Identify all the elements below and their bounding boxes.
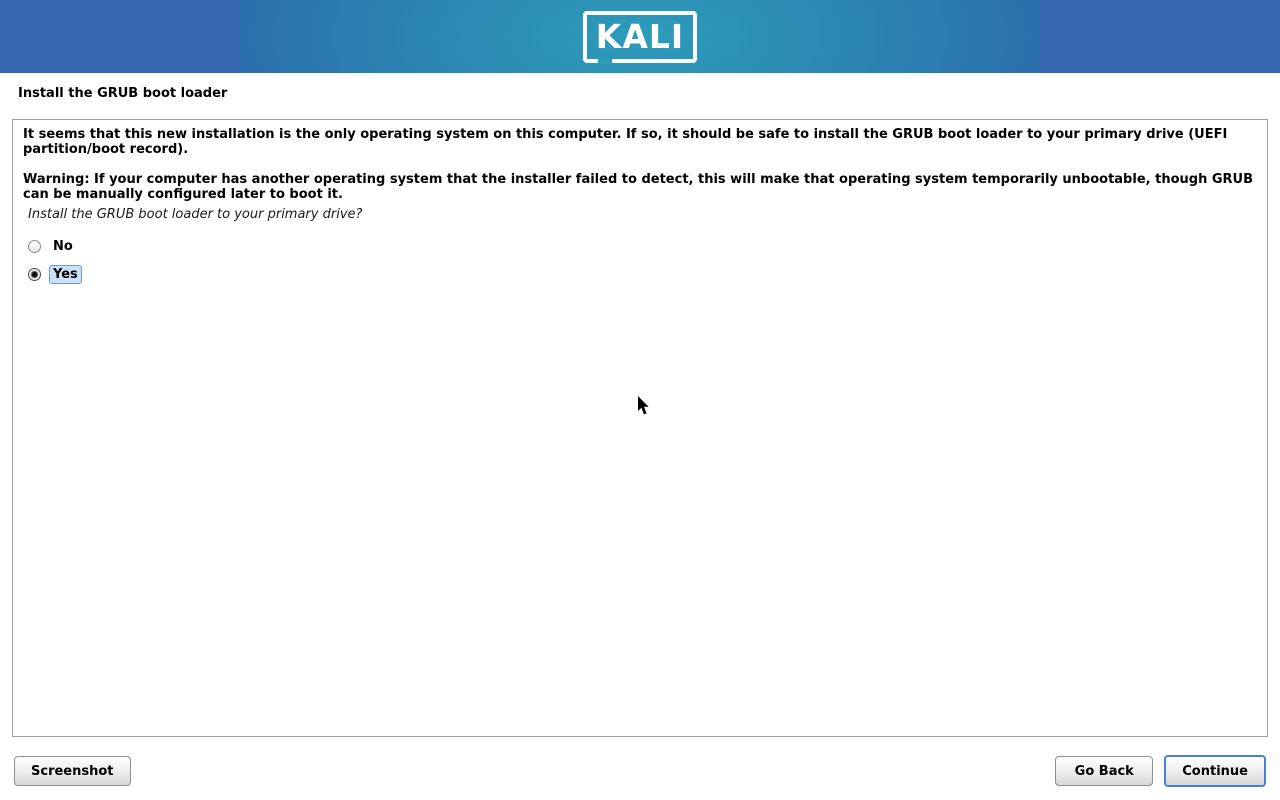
footer (14, 756, 1266, 787)
footer-right-buttons (1055, 756, 1266, 787)
radio-no-label[interactable]: No (53, 238, 73, 254)
grub-question: Install the GRUB boot loader to your primary drive? (28, 207, 363, 222)
radio-option-yes[interactable] (28, 263, 1257, 285)
radio-option-no[interactable] (28, 235, 1257, 257)
kali-logo-text: KALI (595, 16, 685, 56)
radio-no-icon[interactable] (28, 240, 41, 253)
kali-banner (0, 0, 1280, 73)
kali-logo (583, 11, 697, 63)
continue-button[interactable]: Continue (1164, 755, 1266, 787)
page-title: Install the GRUB boot loader (18, 86, 228, 101)
kali-logo-border-gap (598, 58, 612, 64)
content-frame (12, 119, 1268, 737)
grub-info-paragraph: It seems that this new installation is the only operating system on this computer. If so, it should be safe to install the GRUB boot loader to your primary drive (UEFI partition/boot record). (23, 127, 1228, 157)
screenshot-button[interactable]: Screenshot (14, 756, 131, 786)
go-back-button[interactable]: Go Back (1055, 756, 1153, 786)
radio-yes-label[interactable]: Yes (49, 265, 82, 284)
radio-yes-icon[interactable] (28, 268, 41, 281)
kali-banner-gradient (240, 0, 1040, 73)
grub-warning-paragraph: Warning: If your computer has another operating system that the installer failed to detect, this will make that operating system temporarily unbootable, though GRUB can be manually configured later to boot it. (23, 172, 1253, 202)
